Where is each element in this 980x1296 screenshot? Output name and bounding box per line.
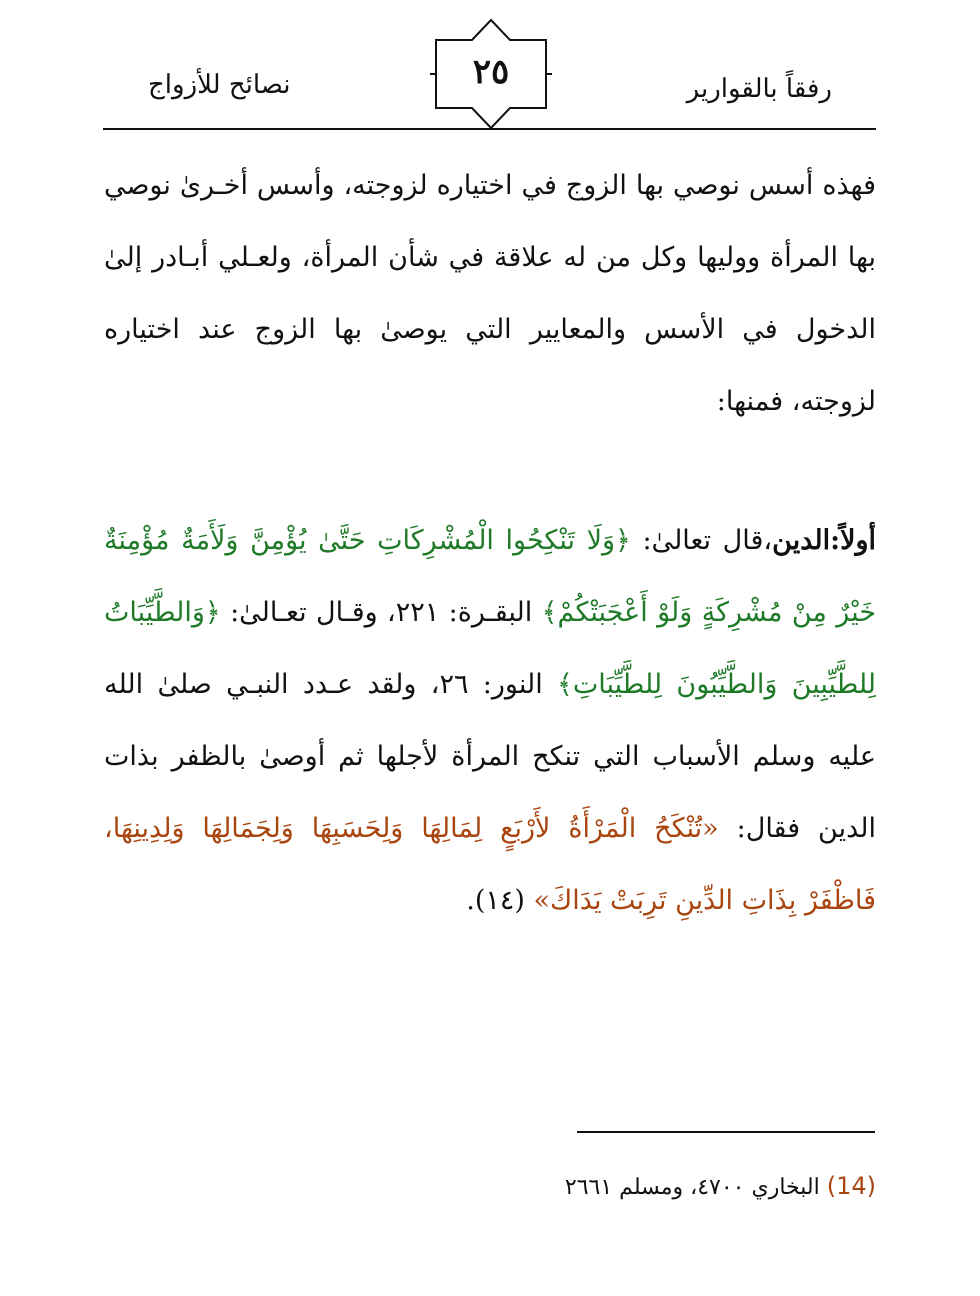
footnote: [104, 1172, 876, 1200]
verse-2-reference: النور: ٢٦، ولقد عـدد النبـي صلىٰ الله عليه وسلم الأسباب التي تنكح المرأة لأجلها ثم أوصىٰ بالظفر بذات الدين فقال:: [104, 669, 876, 844]
footnote-reference: (١٤).: [466, 885, 534, 916]
header-divider: [103, 128, 876, 130]
chapter-title: نصائح للأزواج: [148, 70, 291, 100]
paragraph-intro: [104, 150, 876, 438]
hadith-text: «تُنْكَحُ الْمَرْأَةُ لأَرْبَعٍ لِمَالِهَا وَلِحَسَبِهَا وَلِجَمَالِهَا وَلِدِينِهَا، فَاظْفَرْ بِذَاتِ الدِّينِ تَرِبَتْ يَدَاكَ»: [104, 813, 876, 916]
paragraph-religion: [104, 505, 876, 937]
quran-verse-2: ﴿وَالطَّيِّبَاتُ لِلطَّيِّبِينَ وَالطَّيِّبُونَ لِلطَّيِّبَاتِ﴾: [104, 597, 877, 700]
page-number-badge: [428, 18, 554, 130]
footnote-divider: [577, 1131, 875, 1133]
intro-text: ،قال تعالىٰ:: [630, 525, 773, 556]
quran-verse-1: ﴿وَلَا تَنْكِحُوا الْمُشْرِكَاتِ حَتَّىٰ يُؤْمِنَّ وَلَأَمَةٌ مُؤْمِنَةٌ خَيْرٌ مِنْ مُشْرِكَةٍ وَلَوْ أَعْجَبَتْكُمْ﴾: [104, 525, 877, 628]
page-header: [0, 0, 980, 135]
section-heading: أولاً:الدين: [772, 525, 877, 556]
book-title: رفقاً بالقوارير: [686, 74, 832, 104]
footnote-text: البخاري ٤٧٠٠، ومسلم ٢٦٦١: [564, 1175, 827, 1200]
paragraph-intro-text: فهذه أسس نوصي بها الزوج في اختياره لزوجته، وأسس أخـرىٰ نوصي بها المرأة ووليها وكل من له علاقة في شأن المرأة، ولعـلي أبـادر إلىٰ الدخول في الأسس والمعايير التي يوصىٰ بها الزوج عند اختياره لزوجته، فمنها:: [104, 170, 876, 417]
footnote-number: (14): [826, 1172, 876, 1200]
page-number: ٢٥: [472, 52, 510, 92]
verse-1-reference: البقـرة: ٢٢١، وقـال تعـالىٰ:: [220, 597, 542, 628]
